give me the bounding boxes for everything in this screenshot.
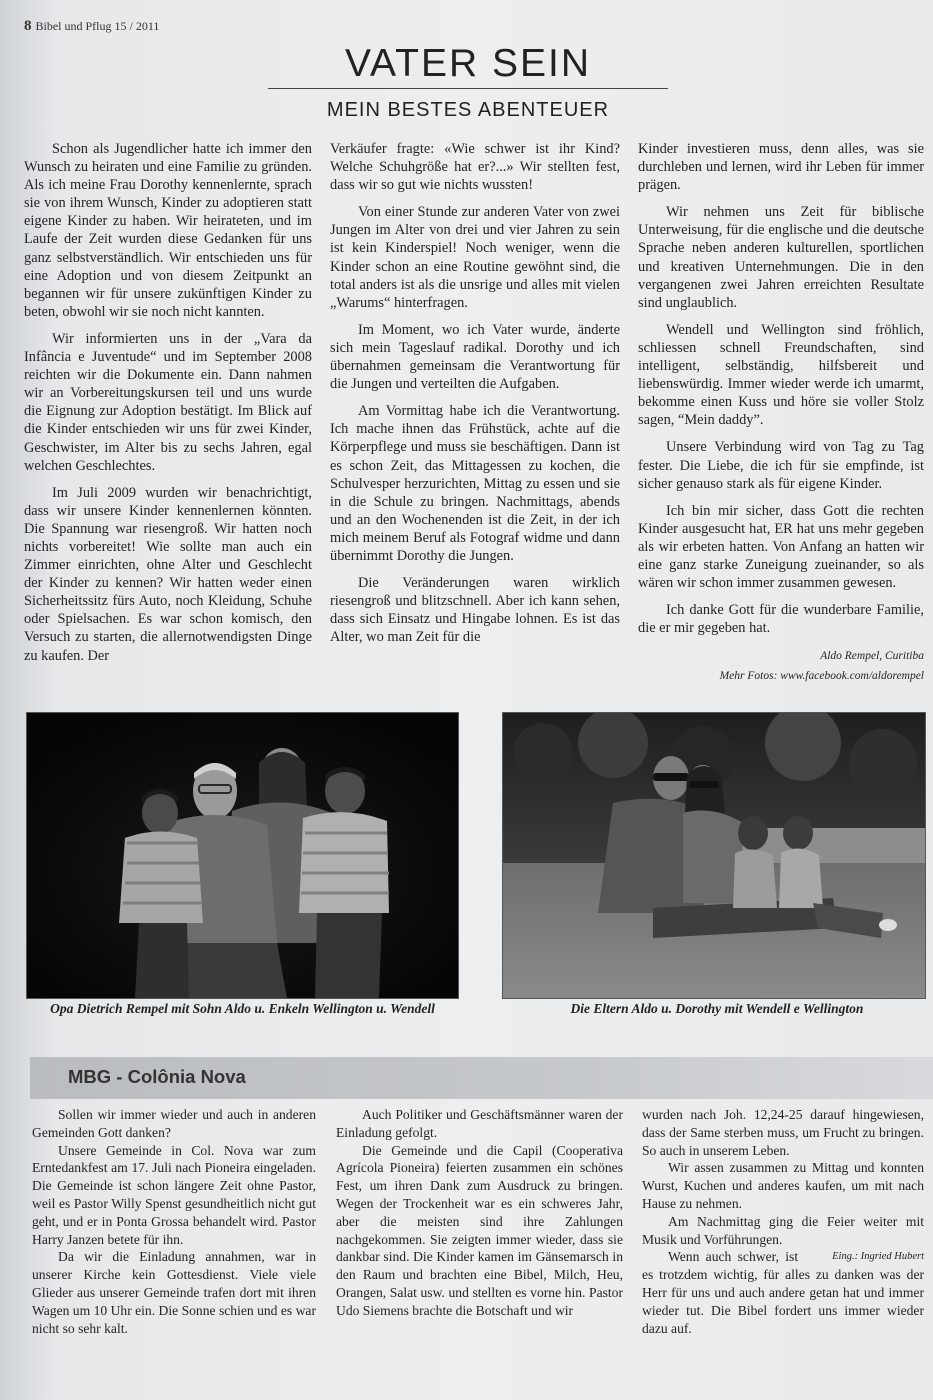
section-title: MBG - Colônia Nova: [68, 1066, 246, 1087]
paragraph: Kinder investieren muss, denn alles, was sie durchleben und lernen, wird ihr Leben für immer prägen.: [638, 141, 924, 194]
paragraph: Wendell und Wellington sind fröhlich, schliessen schnell Freundschaften, sind intelligent, selbständig, hilfsbereit und liebenswürdig. Immer wieder werde ich umarmt, bekomme einen Kuss und höre sie voller Stolz sagen, “Mein daddy”.: [638, 321, 924, 429]
outdoor-illustration: [503, 713, 925, 998]
paragraph: Die Veränderungen waren wirklich riesengroß und blitzschnell. Aber ich kann sehen, dass sich Einsatz und Hingabe lohnen. Es ist das Alter, wo man Zeit für die: [330, 575, 620, 646]
section-signature: Eing.: Ingried Hubert: [832, 1251, 924, 1263]
article-column-3: [638, 140, 924, 700]
portrait-illustration: [27, 713, 458, 998]
mbg-column-2: [336, 1106, 623, 1374]
paragraph: Wir assen zusammen zu Mittag und konnten Wurst, Kuchen und anderes kaufen, um mit nach Hause zu nehmen.: [642, 1160, 924, 1211]
mbg-column-1: [32, 1106, 316, 1374]
paragraph: Sollen wir immer wieder und auch in anderen Gemeinden Gott danken?: [32, 1107, 316, 1140]
paragraph: Die Gemeinde und die Capil (Cooperativa Agrícola Pioneira) feierten zusammen ein schönes Fest, um ihren Dank zum Ausdruck zu bringen. Wegen der Trockenheit war es ein schweres Jahr, aber die meisten sind ihre Zahlungen nachgekommen. Sie zeigten immer wieder, dass sie dankbar sind. Die Kinder kamen im Gänsemarsch in den Raum und brachten eine Bibel, Milch, Heu, Orangen, Salat usw. und stellten es vorne hin. Pastor Udo Siemens brachte die Botschaft und wir: [336, 1142, 623, 1318]
paragraph: Ich danke Gott für die wunderbare Familie, die er mir gegeben hat.: [638, 602, 924, 637]
paragraph: Unsere Gemeinde in Col. Nova war zum Erntedankfest am 17. Juli nach Pioneira eingeladen. Die Gemeinde ist schon längere Zeit ohne Pastor, weil es Pastor Willy Spenst gesundheitlich nicht gut geht, und er in Ponta Grossa behandelt wird. Pastor Harry Janzen betete für ihn.: [32, 1142, 316, 1247]
paragraph-text: Wenn auch schwer, ist es trotzdem wichtig, für alles zu danken was der Herr für uns und auch andere getan hat und immer wieder tut. Die Bibel fordert uns immer wieder dazu auf.: [642, 1249, 924, 1336]
paragraph: Wir informierten uns in der „Vara da Infância e Juventude“ und im September 2008 reichten wir die Dokumente ein. Dann nahmen wir an Vorbereitungskursen teil und uns wurde die Eignung zur Adoption bestätigt. Im Blick auf die Kinder entschieden wir uns für zwei Kinder, Geschwister, im Alter bis zu sechs Jahren, egal welchen Geschlechtes.: [24, 330, 312, 474]
paragraph: Verkäufer fragte: «Wie schwer ist ihr Kind? Welche Schuhgröße hat er?...» Wir stellten fest, dass wir so gut wie nichts wussten!: [330, 141, 620, 194]
family-outdoor-photo: [502, 712, 926, 999]
paragraph: [642, 1248, 924, 1337]
paragraph: Wir nehmen uns Zeit für biblische Unterweisung, für die englische und die deutsche Sprache neben anderen kulturellen, sportlichen und kreativen Unternehmungen. Die in den vergangenen zwei Jahren erreichten Resultate sind unglaublich.: [638, 204, 924, 311]
article-subtitle: MEIN BESTES ABENTEUER: [326, 99, 610, 121]
paragraph: Von einer Stunde zur anderen Vater von zwei Jungen im Alter von drei und vier Jahren zu sein ist kein Kinderspiel! Noch weniger, wenn die Kinder schon an eine Routine gewöhnt sind, die total anders ist als die unsrige und alles mit vielen „Warums“ hinterfragen.: [330, 204, 620, 311]
page-number: 8: [24, 18, 32, 34]
right-photo-caption: Die Eltern Aldo u. Dorothy mit Wendell e Wellington: [570, 1001, 864, 1016]
article-title: VATER SEIN: [344, 42, 592, 85]
left-photo-caption: Opa Dietrich Rempel mit Sohn Aldo u. Enkeln Wellington u. Wendell: [50, 1001, 435, 1016]
page-header: [24, 18, 159, 35]
paragraph: Da wir die Einladung annahmen, war in unserer Kirche kein Gottesdienst. Viele viele Glieder aus unserer Gemeinde trafen dort mit ihren Wagen um 10 Uhr ein. Die Sonne schien und es war nicht so sehr kalt.: [32, 1249, 316, 1336]
article-column-1: [24, 140, 312, 700]
family-portrait-photo: [26, 712, 459, 999]
paragraph: Schon als Jugendlicher hatte ich immer den Wunsch zu heiraten und eine Familie zu gründen. Als ich meine Frau Dorothy kennenlernte, sprach sie von ihrem Wunsch, Kinder zu adoptieren statt eigene Kinder zu haben. Wir heirateten, und im Laufe der Zeit wurden diese Gedanken für uns ganz selbstverständlich. Wir entschieden uns für eine Adoption und von diesem Zeitpunkt an begannen wir für unsere zukünftigen Kinder zu beten, obwohl wir sie noch nicht kannten.: [24, 141, 312, 320]
paragraph: Im Moment, wo ich Vater wurde, änderte sich mein Tageslauf radikal. Dorothy und ich übernahmen gemeinsam die Verantwortung für die Jungen und verteilten die Aufgaben.: [330, 321, 620, 393]
paragraph: Ich bin mir sicher, dass Gott die rechten Kinder ausgesucht hat, ER hat uns mehr gegeben als wir erbeten hatten. Von Anfang an hatten wir eine ganz starke Zuneigung zueinander, so als wären wir schon immer zusammen gewesen.: [638, 502, 924, 592]
paragraph: wurden nach Joh. 12,24-25 darauf hingewiesen, dass der Same sterben muss, um Frucht zu bringen. So auch in unserem Leben.: [642, 1107, 924, 1158]
paragraph: Unsere Verbindung wird von Tag zu Tag fester. Die Liebe, die ich für sie empfinde, ist sicher genauso stark als für eigene Kinder.: [638, 439, 924, 492]
paragraph: Im Juli 2009 wurden wir benachrichtigt, dass wir unsere Kinder kennenlernen könnten. Die Spannung war riesengroß. Wir hatten noch nichts vorbereitet! Wie sollte man auch ein Zimmer einrichten, ohne Alter und Geschlecht der Kinder zu kennen? Wir hatten weder einen Sicherheitssitz fürs Auto, noch Kleidung, Schuhe oder Spielsachen. Es war schon komisch, den Versuch zu starten, die allernotwendigsten Dinge zu kaufen. Der: [24, 484, 312, 664]
paragraph: Auch Politiker und Geschäftsmänner waren der Einladung gefolgt.: [336, 1107, 623, 1140]
more-photos-link: Mehr Fotos: www.facebook.com/aldorempel: [719, 670, 924, 683]
author-signature: Aldo Rempel, Curitiba: [820, 650, 924, 663]
article-column-2: [330, 140, 620, 700]
paragraph: Am Nachmittag ging die Feier weiter mit Musik und Vorführungen.: [642, 1213, 924, 1247]
title-divider: [268, 88, 668, 89]
publication-name: Bibel und Pflug 15 / 2011: [35, 19, 160, 33]
mbg-column-3: [642, 1106, 924, 1374]
paragraph: Am Vormittag habe ich die Verantwortung. Ich mache ihnen das Frühstück, achte auf die Körperpflege und muss sie beschäftigen. Dann ist es schon Zeit, das Mittagessen zu kochen, die Schulvesper herzurichten, Mittag zu essen und sie in die Schule zu bringen. Nachmittags, abends und an den Wochenenden ist die Zeit, in der ich mich meinem Beruf als Fotograf widme und dann übernimmt Dorothy die Jungen.: [330, 403, 620, 564]
